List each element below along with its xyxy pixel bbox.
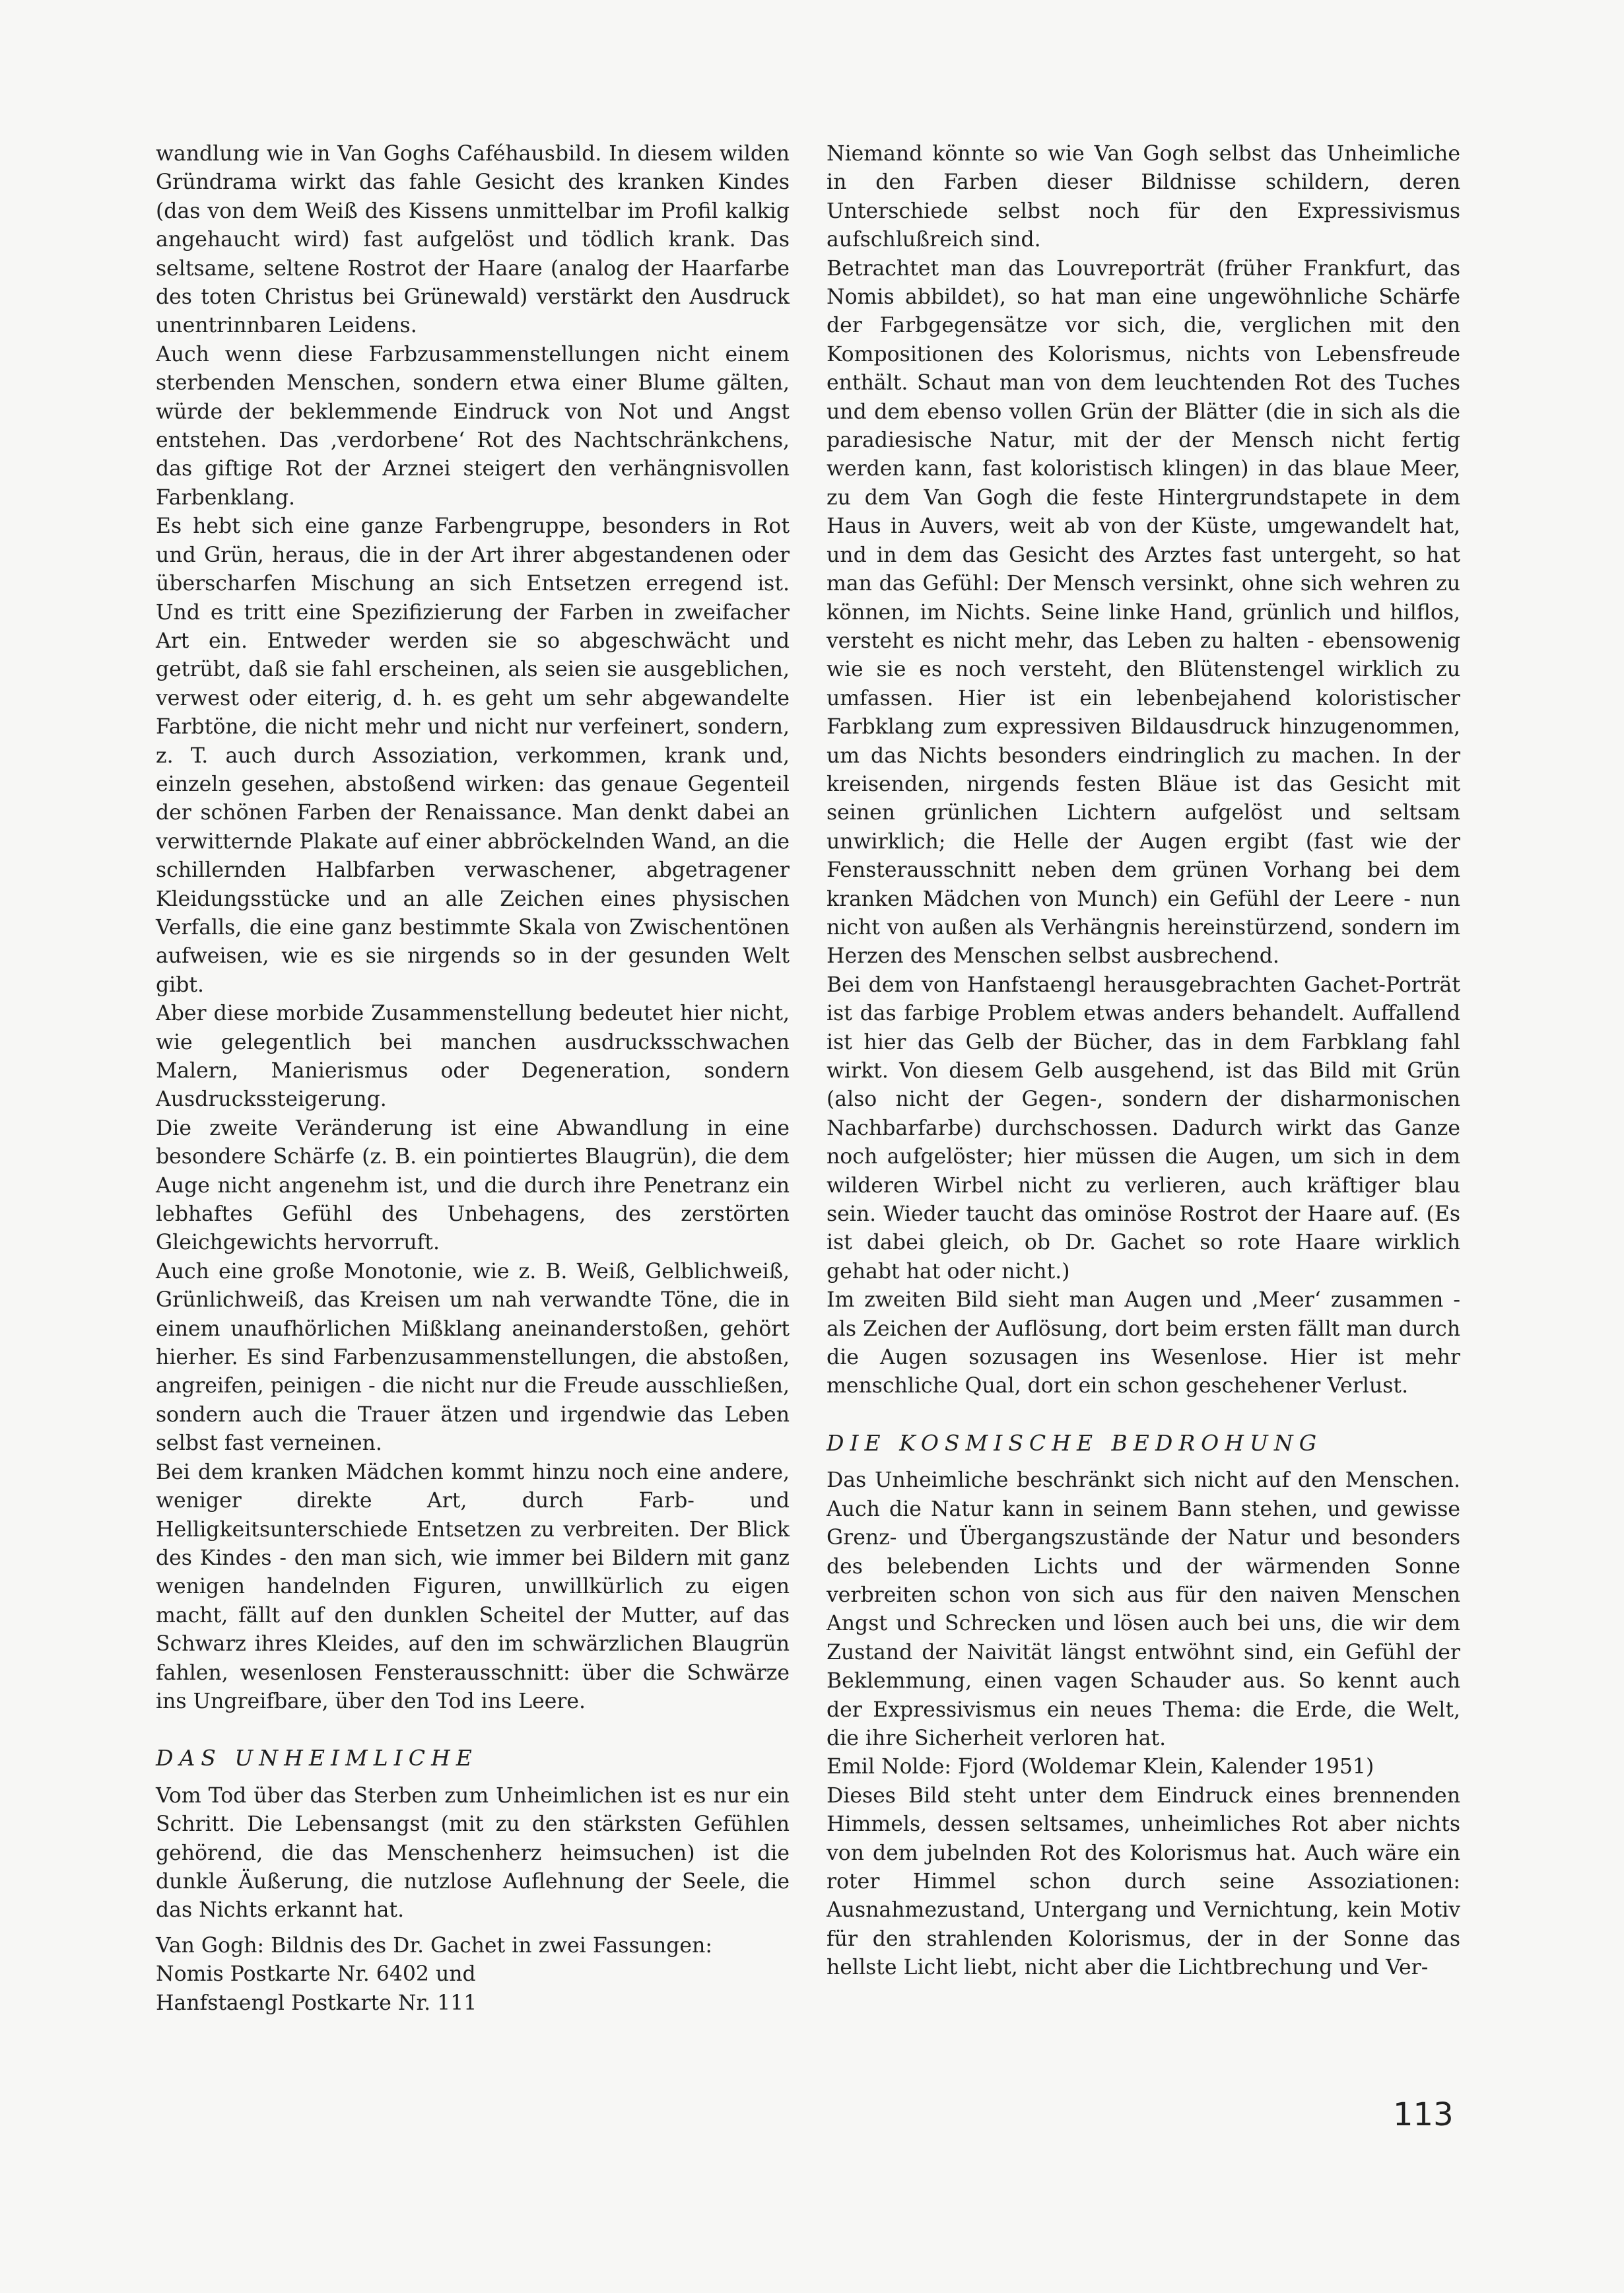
paragraph: Dieses Bild steht unter dem Eindruck eines brennenden Himmels, dessen seltsames, unheimliches Rot aber nichts von dem jubelnden Rot des Kolorismus hat. Auch wäre ein roter Himmel schon durch seine Assoziationen: Ausnahmezustand, Untergang und Vernichtung, kein Motiv für den strahlenden Kolorismus, der in der Sonne das hellste Licht liebt, nicht aber die Lichtbrechung und Ver- xyxy=(827,1783,1460,1980)
paragraph: Bei dem kranken Mädchen kommt hinzu noch eine andere, weniger direkte Art, durch Farb- und Helligkeitsunterschiede Entsetzen zu verbreiten. Der Blick des Kindes - den man sich, wie immer bei Bildern mit ganz wenigen handelnden Figuren, unwillkürlich zu eigen macht, fällt auf den dunklen Scheitel der Mutter, auf das Schwarz ihres Kleides, auf den im schwärzlichen Blaugrün fahlen, wesenlosen Fensterausschnitt: über die Schwärze ins Ungreifbare, über den Tod ins Leere. xyxy=(156,1460,790,1713)
paragraph: Das Unheimliche beschränkt sich nicht auf den Menschen. Auch die Natur kann in seinem Bann stehen, und gewisse Grenz- und Übergangszustände der Natur und besonders des belebenden Lichts und der wärmenden Sonne verbreiten schon von sich aus für den naiven Menschen Angst und Schrecken und lösen auch bei uns, die wir dem Zustand der Naivität längst entwöhnt sind, ein Gefühl der Beklemmung, einen vagen Schauder aus. So kennt auch der Expressivismus ein neues Thema: die Erde, die Welt, die ihre Sicherheit verloren hat. xyxy=(827,1468,1460,1750)
page-number: 113 xyxy=(1393,2096,1454,2133)
reference-line: Nomis Postkarte Nr. 6402 und xyxy=(156,1962,476,1987)
right-column xyxy=(827,140,1460,1983)
section-heading-die-kosmische-bedrohung: DIE KOSMISCHE BEDROHUNG xyxy=(827,1429,1323,1456)
paragraph: Bei dem von Hanfstaengl herausgebrachten Gachet-Porträt ist das farbige Problem etwas anders behandelt. Auffallend ist hier das Gelb der Bücher, das in dem Farbklang fahl wirkt. Von diesem Gelb ausgehend, ist das Bild mit Grün (also nicht der Gegen-, sondern der disharmonischen Nachbarfarbe) durchschossen. Dadurch wirkt das Ganze noch aufgelöster; hier müssen die Augen, um sich in dem wilderen Wirbel nicht zu verlieren, auch kräftiger blau sein. Wieder taucht das ominöse Rostrot der Haare auf. (Es ist dabei gleich, ob Dr. Gachet so rote Haare wirklich gehabt hat oder nicht.) xyxy=(827,973,1460,1283)
paragraph: Vom Tod über das Sterben zum Unheimlichen ist es nur ein Schritt. Die Lebensangst (mit zu den stärksten Gefühlen gehörend, die das Menschenherz heimsuchen) ist die dunkle Äußerung, die nutzlose Auflehnung der Seele, die das Nichts erkannt hat. xyxy=(156,1783,790,1923)
paragraph: Betrachtet man das Louvreporträt (früher Frankfurt, das Nomis abbildet), so hat man eine ungewöhnliche Schärfe der Farbgegensätze vor sich, die, verglichen mit den Kompositionen des Kolorismus, nichts von Lebensfreude enthält. Schaut man von dem leuchtenden Rot des Tuches und dem ebenso vollen Grün der Blätter (die in sich als die paradiesische Natur, mit der der Mensch nicht fertig werden kann, fast koloristisch klingen) in das blaue Meer, zu dem Van Gogh die feste Hintergrundstapete in dem Haus in Auvers, weit ab von der Küste, umgewandelt hat, und in dem das Gesicht des Arztes fast untergeht, so hat man das Gefühl: Der Mensch versinkt, ohne sich wehren zu können, im Nichts. Seine linke Hand, grünlich und hilflos, versteht es nicht mehr, das Leben zu halten - ebensowenig wie sie es noch versteht, den Blütenstengel wirklich zu umfassen. Hier ist ein lebenbejahend koloristischer Farbklang zum expressiven Bildausdruck hinzugenommen, um das Nichts besonders eindringlich zu machen. In der kreisenden, nirgends festen Bläue ist das Gesicht mit seinen grünlichen Lichtern aufgelöst und seltsam unwirklich; die Helle der Augen ergibt (fast wie der Fensterausschnitt neben dem grünen Vorhang bei dem kranken Mädchen von Munch) ein Gefühl der Leere - nun nicht von außen als Verhängnis hereinstürzend, sondern im Herzen des Menschen selbst ausbrechend. xyxy=(827,256,1460,969)
paragraph: Aber diese morbide Zusammenstellung bedeutet hier nicht, wie gelegentlich bei manchen ausdrucksschwachen Malern, Manierismus oder Degeneration, sondern Ausdruckssteigerung. xyxy=(156,1002,790,1112)
paragraph: Niemand könnte so wie Van Gogh selbst das Unheimliche in den Farben dieser Bildnisse schildern, deren Unterschiede selbst noch für den Expressivismus aufschlußreich sind. xyxy=(827,142,1460,252)
section-heading-das-unheimliche: DAS UNHEIMLICHE xyxy=(156,1745,478,1771)
paragraph: Auch eine große Monotonie, wie z. B. Weiß, Gelblichweiß, Grünlichweiß, das Kreisen um nah verwandte Töne, die in einem unaufhörlichen Mißklang aneinanderstoßen, gehört hierher. Es sind Farbenzusammenstellungen, die abstoßen, angreifen, peinigen - die nicht nur die Freude ausschließen, sondern auch die Trauer ätzen und irgendwie das Leben selbst fast verneinen. xyxy=(156,1259,790,1456)
reference-line: Van Gogh: Bildnis des Dr. Gachet in zwei Fassungen: xyxy=(156,1933,712,1958)
paragraph: Es hebt sich eine ganze Farbengruppe, besonders in Rot und Grün, heraus, die in der Art ihrer abgestandenen oder überscharfen Mischung an sich Entsetzen erregend ist. Und es tritt eine Spezifizierung der Farben in zweifacher Art ein. Entweder werden sie so abgeschwächt und getrübt, daß sie fahl erscheinen, als seien sie ausgeblichen, verwest oder eiterig, d. h. es geht um sehr abgewandelte Farbtöne, die nicht mehr und nicht nur verfeinert, sondern, z. T. auch durch Assoziation, verkommen, krank und, einzeln gesehen, abstoßend wirken: das genaue Gegenteil der schönen Farben der Renaissance. Man denkt dabei an verwitternde Plakate auf einer abbröckelnden Wand, an die schillernden Halbfarben verwaschener, abgetragener Kleidungsstücke und an alle Zeichen eines physischen Verfalls, die eine ganz bestimmte Skala von Zwischentönen aufweisen, wie es sie nirgends so in der gesunden Welt gibt. xyxy=(156,514,790,997)
paragraph: Im zweiten Bild sieht man Augen und ‚Meer‘ zusammen - als Zeichen der Auflösung, dort beim ersten fällt man durch die Augen sozusagen ins Wesenlose. Hier ist mehr menschliche Qual, dort ein schon geschehener Verlust. xyxy=(827,1288,1460,1398)
left-column xyxy=(156,140,790,2018)
image-reference: Emil Nolde: Fjord (Woldemar Klein, Kalender 1951) xyxy=(827,1755,1374,1779)
reference-line: Hanfstaengl Postkarte Nr. 111 xyxy=(156,1991,477,2015)
image-reference xyxy=(156,1932,790,2018)
paragraph: Auch wenn diese Farbzusammenstellungen nicht einem sterbenden Menschen, sondern etwa einer Blume gälten, würde der beklemmende Eindruck von Not und Angst entstehen. Das ‚verdorbene‘ Rot des Nachtschränkchens, das giftige Rot der Arznei steigert den verhängnisvollen Farbenklang. xyxy=(156,342,790,510)
paragraph: Die zweite Veränderung ist eine Abwandlung in eine besondere Schärfe (z. B. ein pointiertes Blaugrün), die dem Auge nicht angenehm ist, und die durch ihre Penetranz ein lebhaftes Gefühl des Unbehagens, des zerstörten Gleichgewichts hervorruft. xyxy=(156,1116,790,1255)
paragraph: wandlung wie in Van Goghs Caféhausbild. In diesem wilden Gründrama wirkt das fahle Gesicht des kranken Kindes (das von dem Weiß des Kissens unmittelbar im Profil kalkig angehaucht wird) fast aufgelöst und tödlich krank. Das seltsame, seltene Rostrot der Haare (analog der Haarfarbe des toten Christus bei Grünewald) verstärkt den Ausdruck unentrinnbaren Leidens. xyxy=(156,142,790,338)
